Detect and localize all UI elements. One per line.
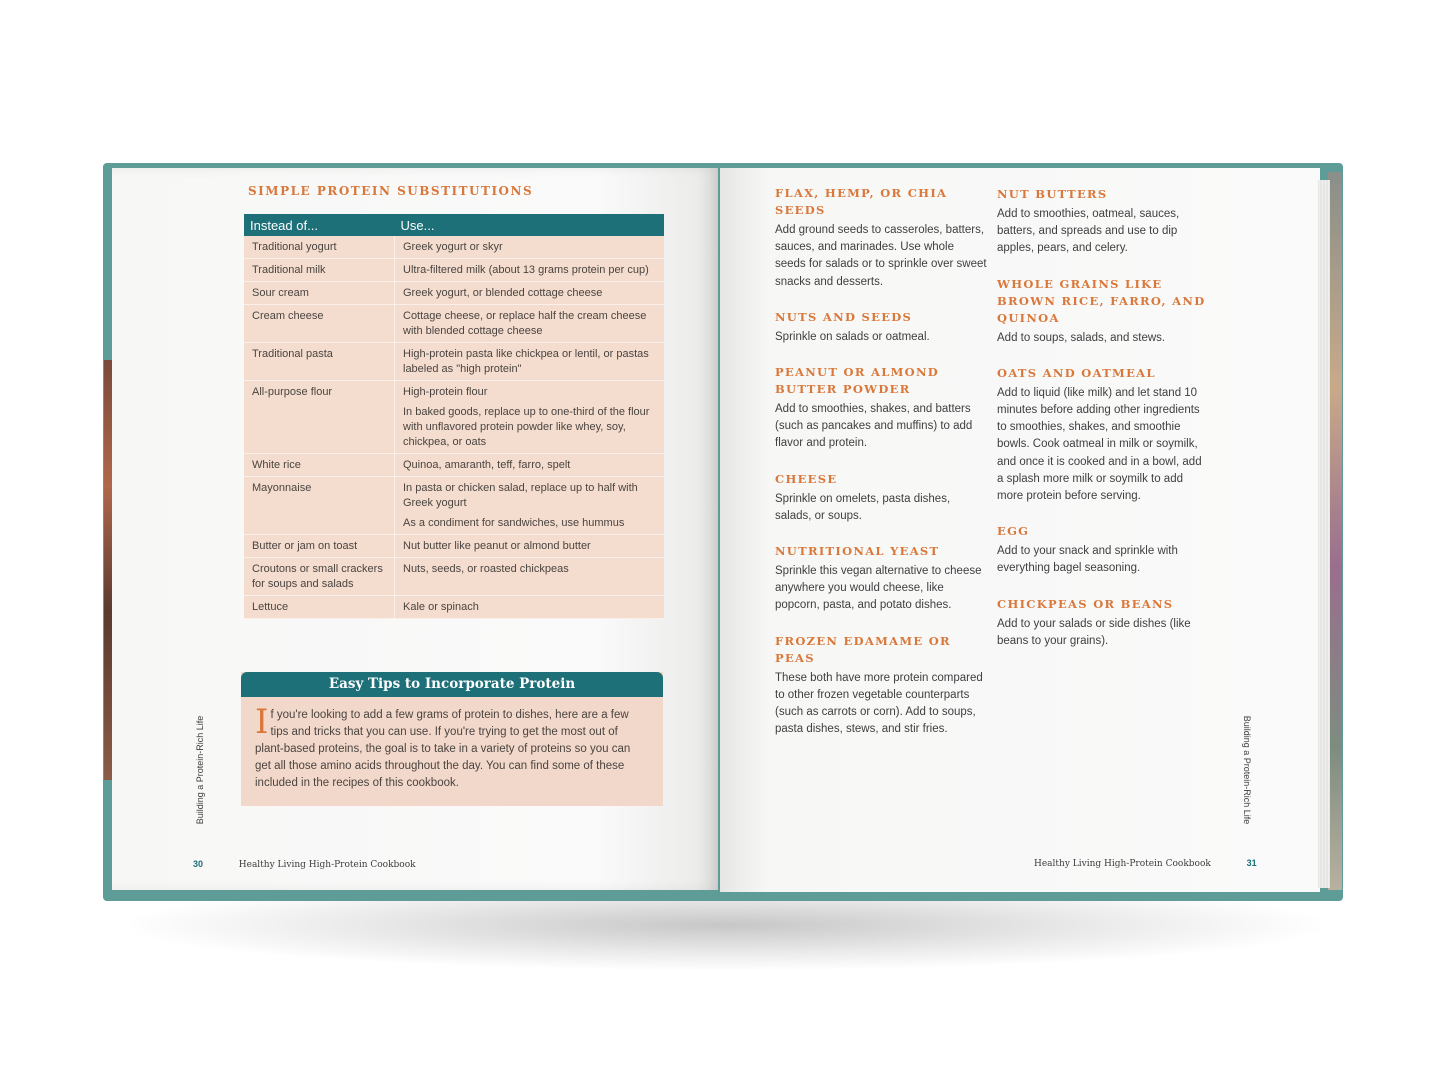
tip-item <box>775 543 987 615</box>
tip-title: OATS AND OATMEAL <box>997 365 1156 380</box>
tip-title: CHEESE <box>775 471 838 486</box>
tips-column-1 <box>775 185 987 756</box>
footer-right <box>1034 858 1257 869</box>
table-row <box>244 535 664 558</box>
use-cell <box>395 535 665 558</box>
tip-text: Add to liquid (like milk) and let stand 10 minutes before adding other ingredients to smoothies, shakes, and smoothie bowls. Cook oatmeal in milk or soymilk, and once it is cooked and in a bowl, add a splash more milk or soymilk to add more protein before serving. <box>997 386 1202 503</box>
use-text: Quinoa, amaranth, teff, farro, spelt <box>403 459 571 471</box>
table-row <box>244 477 664 535</box>
tip-title: PEANUT OR ALMOND BUTTER POWDER <box>775 365 940 397</box>
page-edges <box>1318 180 1330 888</box>
running-head-right-text: Building a Protein-Rich Life <box>1242 715 1252 825</box>
use-cell <box>395 596 665 619</box>
use-text: In pasta or chicken salad, replace up to half with Greek yogurt <box>403 482 638 509</box>
instead-cell: All-purpose flour <box>244 381 395 454</box>
use-text: Kale or spinach <box>403 601 479 613</box>
tip-text: Add to your snack and sprinkle with everything bagel seasoning. <box>997 545 1178 575</box>
use-cell <box>395 236 665 259</box>
use-text: High-protein pasta like chickpea or lentil, or pastas labeled as "high protein" <box>403 348 649 375</box>
tip-text: Add ground seeds to casseroles, batters, sauces, and marinades. Use whole seeds for salads or to sprinkle over sweet snacks and desserts. <box>775 224 987 288</box>
use-cell <box>395 259 665 282</box>
drop-cap: I <box>255 702 269 742</box>
running-head-left-text: Building a Protein-Rich Life <box>195 715 205 825</box>
tip-text: Sprinkle on salads or oatmeal. <box>775 330 930 343</box>
tip-item <box>775 633 987 739</box>
use-cell <box>395 558 665 596</box>
instead-cell: Mayonnaise <box>244 477 395 535</box>
cover-photo-edge-right <box>1328 172 1342 890</box>
book-title-left: Healthy Living High-Protein Cookbook <box>238 860 416 870</box>
instead-cell: Sour cream <box>244 282 395 305</box>
use-text: Nut butter like peanut or almond butter <box>403 540 591 552</box>
page-number-right: 31 <box>1246 858 1257 868</box>
tip-item <box>775 185 987 291</box>
tip-title: WHOLE GRAINS LIKE BROWN RICE, FARRO, AND QUINOA <box>997 276 1206 325</box>
use-text: Greek yogurt, or blended cottage cheese <box>403 287 603 299</box>
tip-item <box>997 276 1209 347</box>
footer-left <box>193 859 416 870</box>
tip-text: These both have more protein compared to other frozen vegetable counterparts (such as carrots or corn). Add to soups, pasta dishes, stews, and stir fries. <box>775 671 983 736</box>
table-row <box>244 454 664 477</box>
tip-title: CHICKPEAS OR BEANS <box>997 596 1174 611</box>
table-row <box>244 381 664 454</box>
tip-title: NUT BUTTERS <box>997 187 1108 201</box>
tip-item <box>997 186 1209 258</box>
use-cell <box>395 343 665 381</box>
tip-title: NUTRITIONAL YEAST <box>775 544 940 559</box>
instead-cell: Traditional milk <box>244 259 395 282</box>
table-row <box>244 596 664 619</box>
tip-title: FROZEN EDAMAME OR PEAS <box>775 633 951 665</box>
section-title: SIMPLE PROTEIN SUBSTITUTIONS <box>248 184 534 198</box>
tip-text: Add to smoothies, oatmeal, sauces, batters, and spreads and use to dip apples, pears, and celery. <box>997 208 1180 255</box>
table-row <box>244 305 664 343</box>
use-text: Ultra-filtered milk (about 13 grams protein per cup) <box>403 264 649 276</box>
use-cell <box>395 305 665 343</box>
tip-title: FLAX, HEMP, OR CHIA SEEDS <box>775 186 948 217</box>
tips-text: f you're looking to add a few grams of protein to dishes, here are a few tips and tricks that you can use. If you're trying to get the most out of plant-based proteins, the goal is to take in a variety of proteins so you can get all those amino acids throughout the day. You can find some of these included in the recipes of this cookbook. <box>255 709 631 789</box>
tips-box <box>241 672 663 806</box>
instead-cell: Cream cheese <box>244 305 395 343</box>
header-use: Use... <box>395 214 665 236</box>
use-text: Cottage cheese, or replace half the cream cheese with blended cottage cheese <box>403 310 647 337</box>
use-text: In baked goods, replace up to one-third of the flour with unflavored protein powder like whey, soy, chickpea, or oats <box>403 406 650 448</box>
table-row <box>244 259 664 282</box>
use-cell <box>395 282 665 305</box>
substitutions-table <box>244 214 664 619</box>
tip-text: Add to smoothies, shakes, and batters (such as pancakes and muffins) to add flavor and protein. <box>775 403 973 450</box>
instead-cell: White rice <box>244 454 395 477</box>
instead-cell: Croutons or small crackers for soups and salads <box>244 558 395 596</box>
tips-body <box>241 697 663 792</box>
use-text: Greek yogurt or skyr <box>403 241 503 253</box>
tip-item <box>997 523 1209 577</box>
table-row <box>244 236 664 259</box>
tips-column-2 <box>997 186 1209 668</box>
use-cell <box>395 477 665 535</box>
tip-item <box>997 596 1209 650</box>
tip-item <box>775 364 987 453</box>
instead-cell: Traditional yogurt <box>244 236 395 259</box>
tip-item <box>775 471 987 525</box>
tip-title: NUTS AND SEEDS <box>775 309 913 324</box>
tip-text: Sprinkle on omelets, pasta dishes, salads, or soups. <box>775 492 951 522</box>
use-cell <box>395 454 665 477</box>
instead-cell: Butter or jam on toast <box>244 535 395 558</box>
page-number-left: 30 <box>193 859 204 869</box>
table-header-row <box>244 214 664 236</box>
tip-text: Sprinkle this vegan alternative to cheese anywhere you would cheese, like popcorn, pasta, and potato dishes. <box>775 565 982 612</box>
use-text: High-protein flour <box>403 386 488 398</box>
header-instead: Instead of... <box>244 214 395 236</box>
tip-text: Add to soups, salads, and stews. <box>997 331 1166 344</box>
use-cell <box>395 381 665 454</box>
use-text: Nuts, seeds, or roasted chickpeas <box>403 563 569 575</box>
tip-item <box>997 365 1209 505</box>
table-row <box>244 343 664 381</box>
instead-cell: Lettuce <box>244 596 395 619</box>
tip-title: EGG <box>997 524 1030 539</box>
use-text: As a condiment for sandwiches, use hummus <box>403 517 625 529</box>
tip-text: Add to your salads or side dishes (like beans to your grains). <box>997 617 1191 647</box>
tips-title: Easy Tips to Incorporate Protein <box>241 672 663 697</box>
instead-cell: Traditional pasta <box>244 343 395 381</box>
table-row <box>244 558 664 596</box>
tip-item <box>775 309 987 346</box>
book-title-right: Healthy Living High-Protein Cookbook <box>1034 859 1211 869</box>
table-row <box>244 282 664 305</box>
